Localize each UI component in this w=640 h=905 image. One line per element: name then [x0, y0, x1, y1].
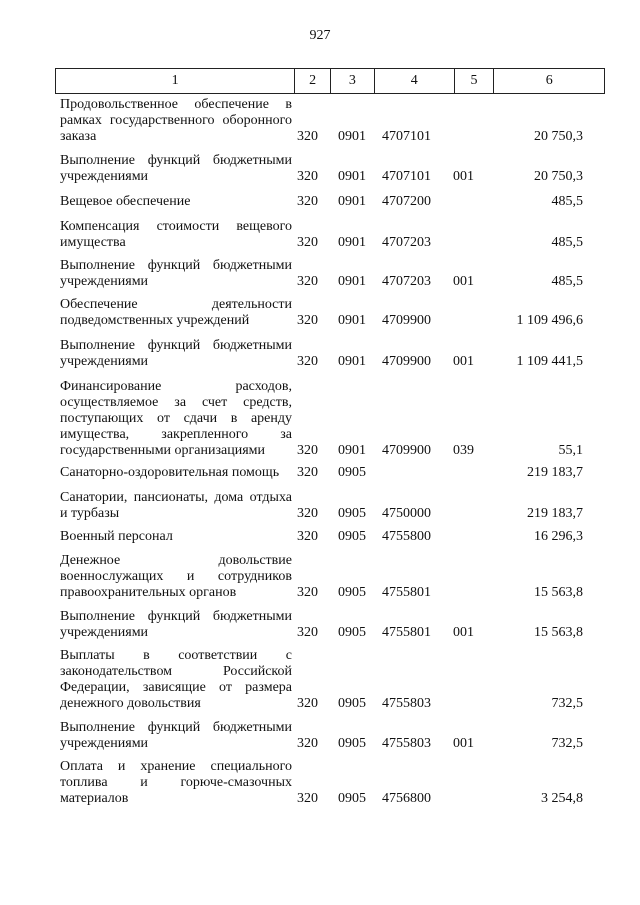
row-name: Санаторно-оздоровительная помощь	[60, 465, 280, 480]
row-name: Обеспечение деятельности подведомственных учреждений	[60, 297, 292, 328]
table-row	[55, 97, 605, 145]
row-col-6: 485,5	[551, 194, 583, 209]
row-col-4: 4709900	[382, 313, 431, 328]
row-name: Вещевое обеспечение	[60, 194, 191, 209]
row-col-4: 4755801	[382, 585, 431, 600]
row-col-4: 4709900	[382, 443, 431, 458]
row-col-2: 320	[297, 443, 318, 458]
row-col-4: 4707203	[382, 235, 431, 250]
row-col-2: 320	[297, 585, 318, 600]
row-col-2: 320	[297, 465, 318, 480]
row-col-2: 320	[297, 274, 318, 289]
row-name: Денежное довольствие военнослужащих и сотрудников правоохранительных органов	[60, 553, 292, 600]
row-name: Выполнение функций бюджетными учреждениями	[60, 720, 292, 751]
row-col-5: 001	[453, 169, 474, 184]
row-col-4: 4709900	[382, 354, 431, 369]
table-row	[55, 529, 605, 545]
table-row	[55, 258, 605, 290]
row-col-3: 0905	[338, 736, 366, 751]
row-col-3: 0901	[338, 129, 366, 144]
row-col-3: 0905	[338, 465, 366, 480]
row-col-2: 320	[297, 129, 318, 144]
header-col-4: 4	[375, 69, 455, 93]
row-col-6: 732,5	[551, 736, 583, 751]
row-name: Выполнение функций бюджетными учреждениями	[60, 338, 292, 369]
row-col-4: 4750000	[382, 506, 431, 521]
row-col-6: 732,5	[551, 696, 583, 711]
table-row	[55, 219, 605, 251]
row-col-3: 0901	[338, 274, 366, 289]
table-row	[55, 379, 605, 459]
row-col-4: 4707101	[382, 169, 431, 184]
row-col-3: 0905	[338, 625, 366, 640]
row-name: Санатории, пансионаты, дома отдыха и турбазы	[60, 490, 292, 521]
row-col-5: 001	[453, 625, 474, 640]
table-row	[55, 338, 605, 370]
row-col-3: 0905	[338, 529, 366, 544]
row-col-2: 320	[297, 506, 318, 521]
row-col-6: 485,5	[551, 235, 583, 250]
header-col-2: 2	[295, 69, 331, 93]
header-col-3: 3	[331, 69, 375, 93]
row-col-4: 4755801	[382, 625, 431, 640]
row-col-3: 0905	[338, 506, 366, 521]
table-row	[55, 553, 605, 601]
row-col-3: 0901	[338, 313, 366, 328]
row-col-6: 485,5	[551, 274, 583, 289]
row-col-6: 15 563,8	[534, 625, 583, 640]
row-col-6: 15 563,8	[534, 585, 583, 600]
row-col-2: 320	[297, 313, 318, 328]
header-col-6: 6	[545, 73, 553, 88]
row-col-2: 320	[297, 169, 318, 184]
row-col-3: 0901	[338, 235, 366, 250]
table-row	[55, 297, 605, 329]
row-col-3: 0901	[338, 443, 366, 458]
header-col-5: 5	[455, 69, 495, 93]
row-col-6: 20 750,3	[534, 129, 583, 144]
page-number: 927	[309, 28, 331, 43]
row-col-4: 4755803	[382, 696, 431, 711]
row-col-5: 001	[453, 354, 474, 369]
row-col-2: 320	[297, 354, 318, 369]
row-col-4: 4755803	[382, 736, 431, 751]
row-col-6: 219 183,7	[527, 506, 583, 521]
row-col-4: 4707203	[382, 274, 431, 289]
row-col-2: 320	[297, 194, 318, 209]
row-col-2: 320	[297, 529, 318, 544]
row-col-2: 320	[297, 235, 318, 250]
row-col-3: 0905	[338, 585, 366, 600]
row-name: Оплата и хранение специального топлива и горюче-смазочных материалов	[60, 759, 292, 806]
row-col-3: 0905	[338, 791, 366, 806]
row-col-3: 0905	[338, 696, 366, 711]
row-col-4: 4707101	[382, 129, 431, 144]
row-col-5: 001	[453, 274, 474, 289]
row-col-6: 1 109 441,5	[516, 354, 583, 369]
row-col-5: 039	[453, 443, 474, 458]
row-name: Военный персонал	[60, 529, 173, 544]
row-col-2: 320	[297, 791, 318, 806]
table-row	[55, 490, 605, 522]
table-header	[55, 68, 605, 94]
table-row	[55, 153, 605, 185]
row-col-2: 320	[297, 696, 318, 711]
row-name: Финансирование расходов, осуществляемое за счет средств, поступающих от сдачи в аренду имущества, закрепленного за государственными организациями	[60, 379, 292, 458]
row-col-6: 3 254,8	[541, 791, 583, 806]
header-col-1: 1	[56, 69, 295, 93]
table-row	[55, 759, 605, 807]
row-col-3: 0901	[338, 194, 366, 209]
row-col-6: 1 109 496,6	[516, 313, 583, 328]
table-row	[55, 465, 605, 481]
row-name: Компенсация стоимости вещевого имущества	[60, 219, 292, 250]
row-col-6: 16 296,3	[534, 529, 583, 544]
table-row	[55, 194, 605, 210]
row-col-6: 55,1	[558, 443, 583, 458]
row-col-3: 0901	[338, 169, 366, 184]
row-name: Выполнение функций бюджетными учреждениями	[60, 153, 292, 184]
row-col-5: 001	[453, 736, 474, 751]
row-name: Выполнение функций бюджетными учреждениями	[60, 258, 292, 289]
row-col-3: 0901	[338, 354, 366, 369]
row-col-6: 219 183,7	[527, 465, 583, 480]
row-col-6: 20 750,3	[534, 169, 583, 184]
row-col-4: 4756800	[382, 791, 431, 806]
row-name: Выполнение функций бюджетными учреждениями	[60, 609, 292, 640]
row-col-2: 320	[297, 736, 318, 751]
row-col-4: 4755800	[382, 529, 431, 544]
row-col-4: 4707200	[382, 194, 431, 209]
row-name: Выплаты в соответствии с законодательством Российской Федерации, зависящие от размера денежного довольствия	[60, 648, 292, 711]
table-row	[55, 720, 605, 752]
table-row	[55, 648, 605, 712]
row-col-2: 320	[297, 625, 318, 640]
row-name: Продовольственное обеспечение в рамках государственного оборонного заказа	[60, 97, 292, 144]
table-row	[55, 609, 605, 641]
